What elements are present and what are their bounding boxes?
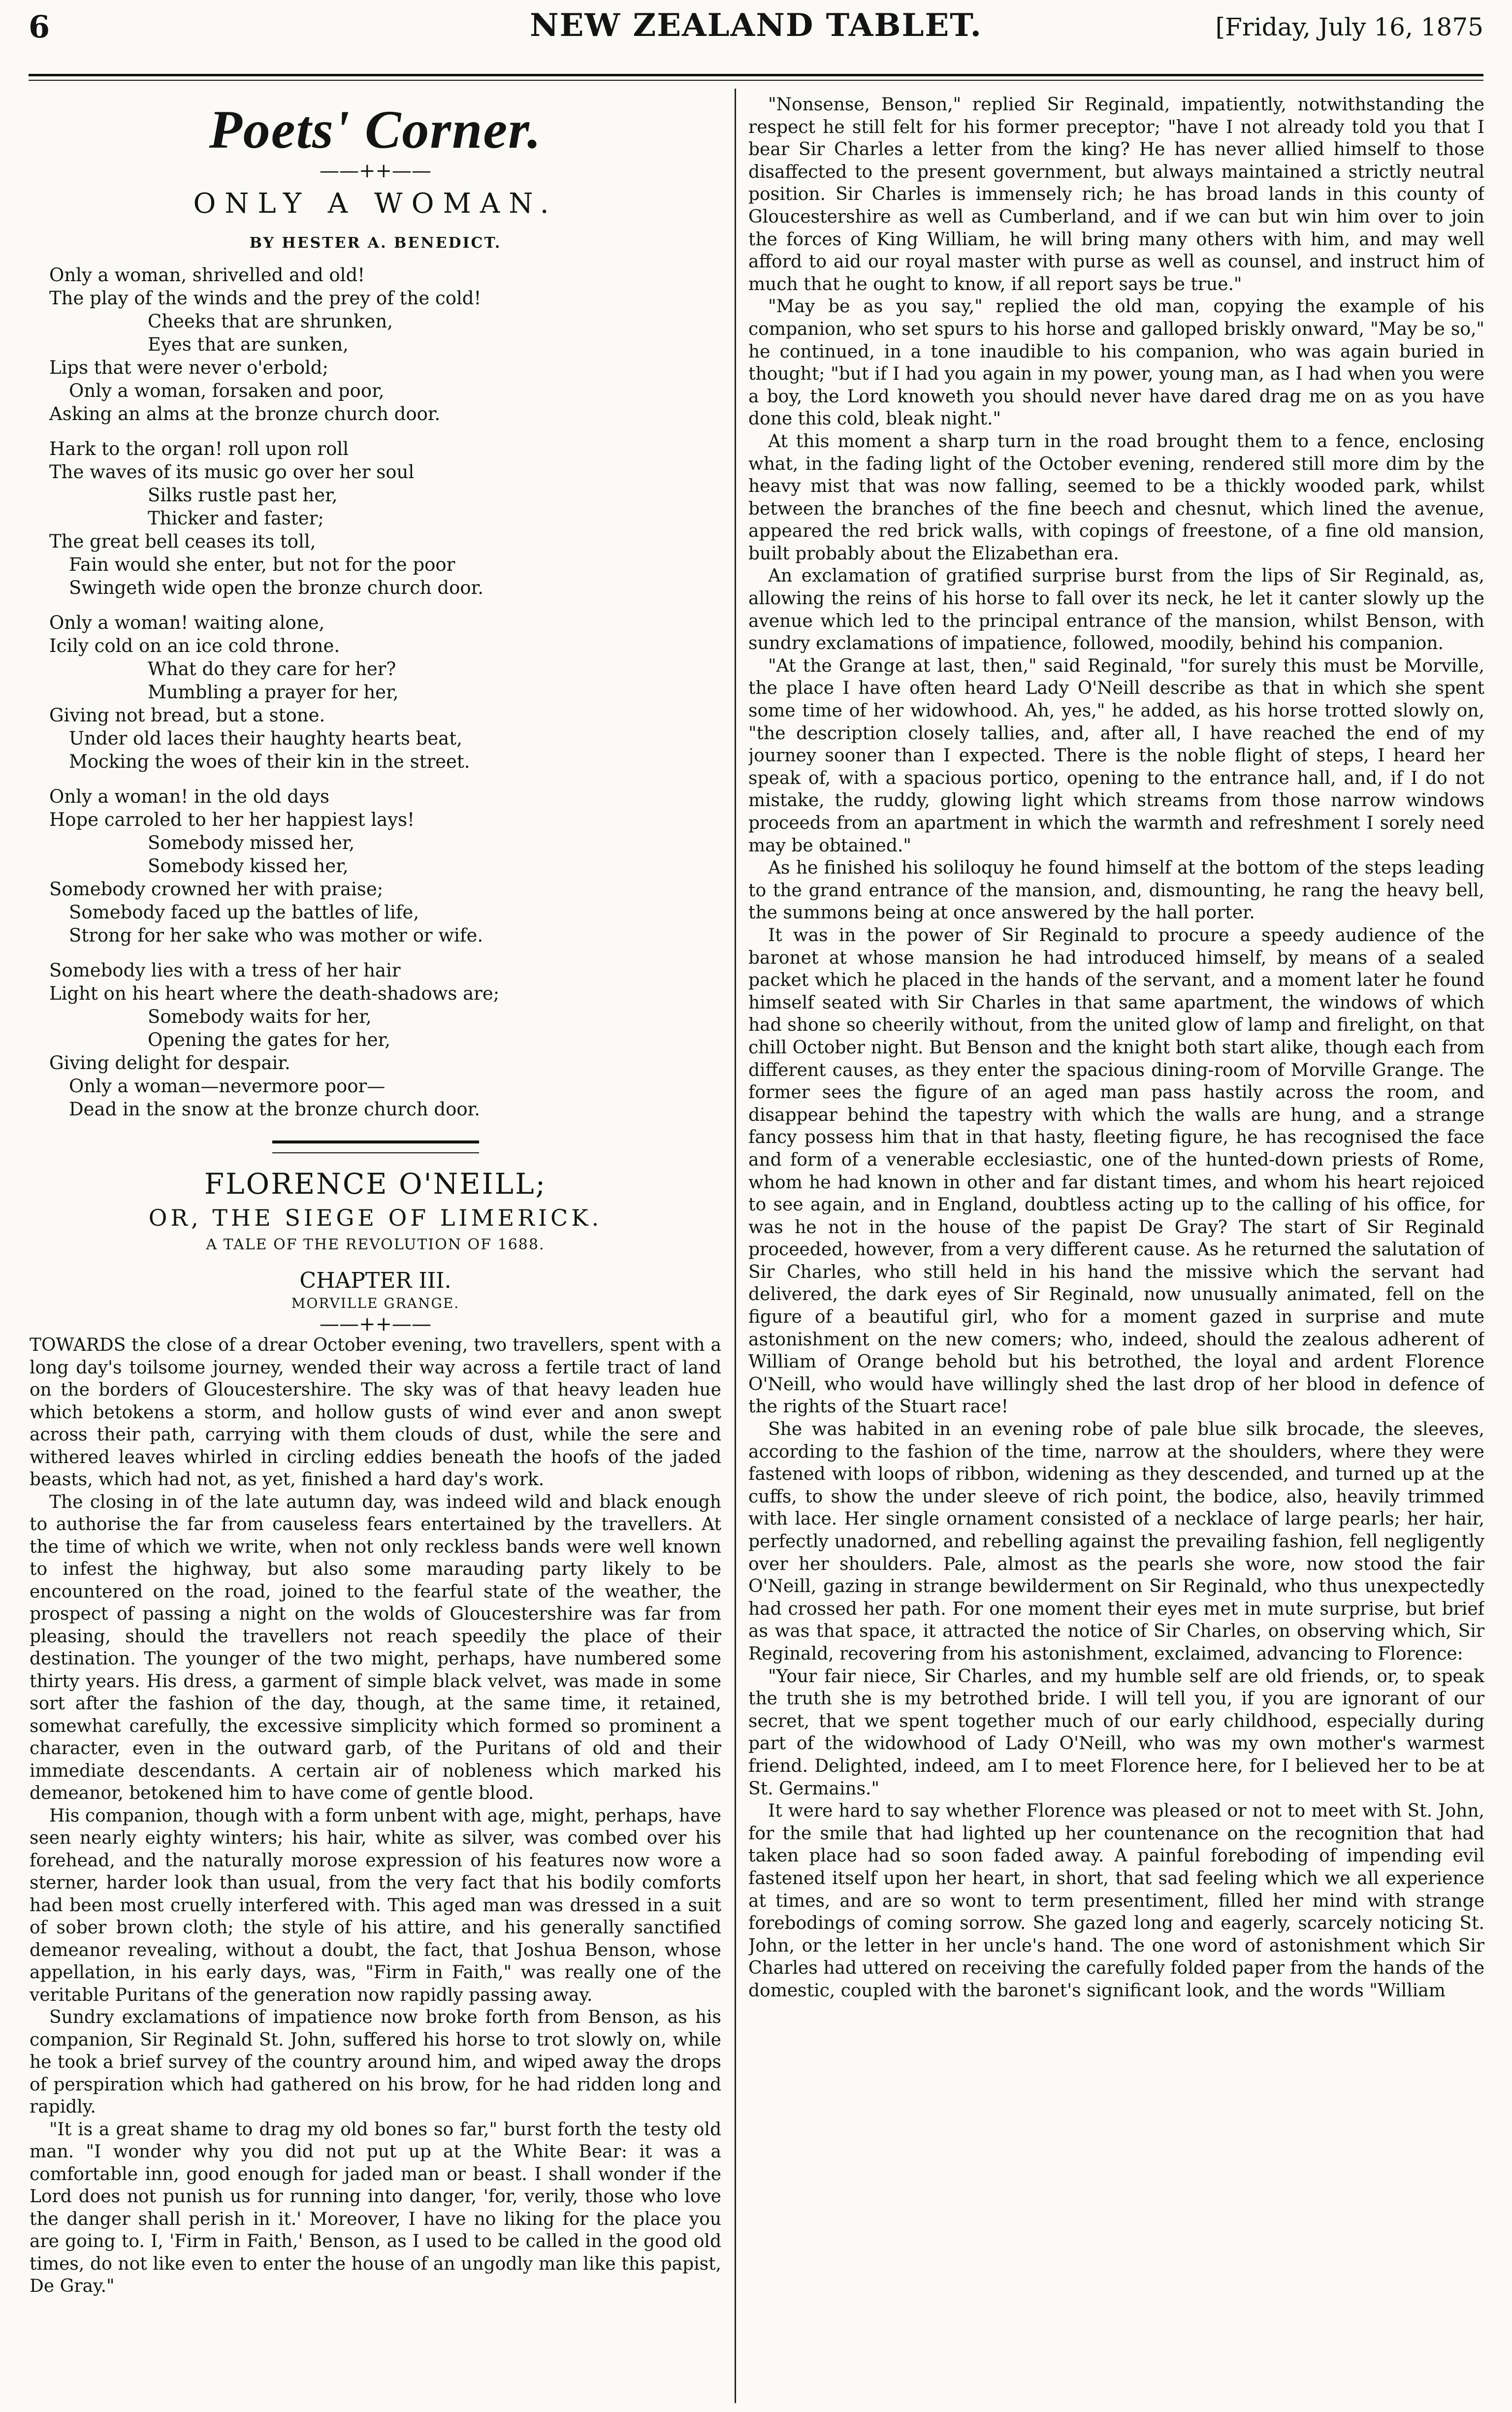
poem-title: ONLY A WOMAN. — [193, 188, 558, 220]
poem-line: Asking an alms at the bronze church door. — [49, 403, 441, 424]
paragraph: TOWARDS the close of a drear October evening, two travellers, spent with a long day's toilsome journey, wended their way across a fertile tract of land on the borders of Gloucestershire. The sky was of that heavy leaden hue which betokens a storm, and hollow gusts of wind ever and anon swept across their path, carrying with them clouds of dust, while the sere and withered leaves whirled in circling eddies beneath the hoofs of the jaded beasts, which had not, as yet, finished a hard day's work. — [30, 1335, 721, 1490]
page-number: 6 — [29, 9, 50, 45]
chapter-title: MORVILLE GRANGE. — [291, 1295, 460, 1311]
paragraph: An exclamation of gratified surprise burst from the lips of Sir Reginald, as, allowing the reins of his horse to fall over its neck, he let it canter slowly up the avenue which led to the principal entrance of the mansion, whilst Benson, with sundry exclamations of impatience, followed, moodily, behind his companion. — [748, 566, 1484, 654]
poem-line: What do they care for her? — [148, 658, 396, 680]
poem-stanza — [49, 611, 721, 773]
poem-line: Dead in the snow at the bronze church door. — [69, 1099, 481, 1120]
poem-line: Only a woman, shrivelled and old! — [49, 264, 365, 286]
paragraph: At this moment a sharp turn in the road brought them to a fence, enclosing what, in the fading light of the October evening, rendered still more dim by the heavy mist that was now falling, seemed to be a thickly wooded park, whilst between the branches of the fine beech and chesnut, which lined the avenue, appeared the red brick walls, with copings of freestone, of a fine old mansion, built probably about the Elizabethan era. — [748, 431, 1484, 564]
paragraph: His companion, though with a form unbent with age, might, perhaps, have seen nearly eighty winters; his hair, white as silver, was combed over his forehead, and the naturally morose expression of his features now wore a sterner, harder look than usual, from the very fact that his bodily comforts had been most cruelly interfered with. This aged man was dressed in a suit of sober brown cloth; the style of his attire, and his generally sanctified demeanor revealing, without a doubt, the fact, that Joshua Benson, whose appellation, in his early days, was, "Firm in Faith," was really one of the veritable Puritans of the generation now rapidly passing away. — [30, 1805, 721, 2005]
paragraph: "It is a great shame to drag my old bones so far," burst forth the testy old man. "I wonder why you did not put up at the White Bear: it was a comfortable inn, good enough for jaded man or beast. I shall wonder if the Lord does not punish us for running into danger, 'for, verily, those who love the danger shall perish in it.' Moreover, I have no liking for the place you are going to. I, 'Firm in Faith,' Benson, as I used to be called in the good old times, do not like even to enter the house of an ungodly man like this papist, De Gray." — [30, 2119, 721, 2296]
paragraph: The closing in of the late autumn day, was indeed wild and black enough to authorise the far from causeless fears entertained by the travellers. At the time of which we write, when not only reckless bands were well known to infest the highway, but also some marauding party likely to be encountered on the road, joined to the fearful state of the weather, the prospect of passing a night on the wolds of Gloucestershire was far from pleasing, should the travellers not reach speedily the place of their destination. The younger of the two might, perhaps, have numbered some thirty years. His dress, a garment of simple black velvet, was made in some sort after the fashion of the day, though, at the same time, it retained, somewhat carefully, the excessive simplicity which formed so prominent a character, even in the outward garb, of the Puritans of old and their immediate descendants. A certain air of nobleness which marked his demeanor, betokened him to have come of gentle blood. — [30, 1492, 721, 1803]
paragraph: "May be as you say," replied the old man, copying the example of his companion, who set spurs to his horse and galloped briskly onward, "May be so," he continued, in a tone inaudible to his companion, who was again buried in thought; "but if I had you again in my power, young man, as I had when you were a boy, the Lord knoweth you should never have dared drag me on as you have done this cold, bleak night." — [748, 296, 1484, 429]
poem — [49, 263, 721, 1121]
poem-line: Cheeks that are shrunken, — [148, 311, 393, 332]
masthead — [29, 0, 1483, 79]
poem-line: Somebody kissed her, — [148, 855, 349, 877]
poem-line: Mocking the woes of their kin in the street. — [69, 751, 470, 772]
poem-line: Eyes that are sunken, — [148, 334, 349, 355]
right-column — [748, 94, 1484, 2408]
chapter-ornament: ——++—— — [319, 1313, 432, 1336]
paragraph: It was in the power of Sir Reginald to procure a speedy audience of the baronet at whose mansion he had introduced himself, by means of a sealed packet which he placed in the hands of the servant, and a moment later he found himself seated with Sir Charles in that same apartment, the windows of which had shone so cheerily without, from the united glow of lamp and firelight, on that chill October night. But Benson and the knight both start alike, though each from different causes, as they enter the spacious dining-room of Morville Grange. The former sees the figure of an aged man pass hastily across the room, and disappear behind the tapestry with which the walls are hung, and a strange fancy possess him that in that hasty, fleeting figure, he has recognised the face and form of a venerable ecclesiastic, one of the hunted-down priests of Rome, whom he had known in other and far distant times, and whom his heart rejoiced to see again, and in England, doubtless acting up to the calling of his office, for was he not in the house of the papist De Gray? The start of Sir Reginald proceeded, however, from a very different cause. As he returned the salutation of Sir Charles, who still held in his hand the missive which the servant had delivered, the dark eyes of Sir Reginald, now unusually animated, fell on the figure of a beautiful girl, who for a moment gazed in surprise and mute astonishment on the new comers; who, indeed, should the zealous adherent of William of Orange behold but his betrothed, the loyal and ardent Florence O'Neill, who would have willingly shed the last drop of her blood in defence of the rights of the Stuart race! — [748, 925, 1484, 1417]
poem-line: The waves of its music go over her soul — [49, 461, 415, 483]
paragraph: As he finished his soliloquy he found himself at the bottom of the steps leading to the grand entrance of the mansion, and, dismounting, he rang the heavy bell, the summons being at once answered by the hall porter. — [748, 858, 1484, 923]
poem-byline: BY HESTER A. BENEDICT. — [249, 234, 502, 252]
paragraph: "At the Grange at last, then," said Reginald, "for surely this must be Morville, the place I have often heard Lady O'Neill describe as that in which she spent some time of her widowhood. Ah, yes," he added, as his horse trotted slowly on, "the description closely tallies, and, after all, I have reached the end of my journey sooner than I expected. There is the noble flight of steps, I heard her speak of, with a spacious portico, opening to the entrance hall, and, if I do not mistake, the ruddy, glowing light which streams from those narrow windows proceeds from an apartment in which the warmth and refreshment I sorely need may be obtained." — [748, 655, 1484, 856]
poem-line: Giving not bread, but a stone. — [49, 705, 325, 726]
poem-stanza — [49, 785, 721, 947]
poem-line: Under old laces their haughty hearts beat, — [69, 728, 462, 749]
paragraph: "Nonsense, Benson," replied Sir Reginald, impatiently, notwithstanding the respect he still felt for his former preceptor; "have I not already told you that I bear Sir Charles a letter from the king? He has never allied himself to those disaffected to the present government, but always maintained a strictly neutral position. Sir Charles is immensely rich; he has broad lands in this county of Gloucestershire as well as Cumberland, and if we can but win him over to join the forces of King William, he will bring many others with him, and may well afford to aid our royal master with purse as well as counsel, and instruct him of much that he ought to know, if all report says be true." — [748, 95, 1484, 294]
poem-line: Hope carroled to her her happiest lays! — [49, 809, 415, 830]
poem-line: Only a woman—nevermore poor— — [69, 1076, 386, 1097]
poem-line: Icily cold on an ice cold throne. — [49, 635, 340, 656]
paragraph: It were hard to say whether Florence was pleased or not to meet with St. John, for the smile that had lighted up her countenance on the recognition that had taken place had so soon faded away. A painful foreboding of impending evil fastened itself upon her heart, in short, that sad feeling which we all experience at times, and are so wont to term presentiment, filled her mind with strange forebodings of coming sorrow. She gazed long and eagerly, scarcely noticing St. John, or the letter in her uncle's hand. The one word of astonishment which Sir Charles had uttered on receiving the carefully folded paper from the hands of the domestic, coupled with the baronet's significant look, and the words "William — [748, 1801, 1484, 2001]
poem-line: Lips that were never o'erbold; — [49, 357, 329, 378]
poem-line: Only a woman! in the old days — [49, 786, 330, 807]
poem-line: Opening the gates for her, — [148, 1029, 390, 1050]
poem-line: Giving delight for despair. — [49, 1052, 290, 1074]
tale-line: A TALE OF THE REVOLUTION OF 1688. — [206, 1236, 545, 1253]
column-divider — [735, 89, 736, 2403]
left-column — [30, 94, 721, 2408]
ornament-divider: ——++—— — [319, 160, 432, 182]
poem-line: Somebody waits for her, — [148, 1006, 372, 1027]
poem-stanza — [49, 959, 721, 1121]
header-rule — [29, 74, 1483, 76]
story-subtitle: OR, THE SIEGE OF LIMERICK. — [148, 1205, 603, 1231]
poem-line: The play of the winds and the prey of the cold! — [49, 288, 482, 309]
poem-line: Thicker and faster; — [148, 508, 324, 529]
poem-line: Light on his heart where the death-shadows are; — [49, 983, 500, 1004]
paragraph: She was habited in an evening robe of pale blue silk brocade, the sleeves, according to the fashion of the time, narrow at the shoulders, where they were fastened with loops of ribbon, widening as they descended, and turned up at the cuffs, to show the under sleeve of rich point, the bodice, also, heavily trimmed with lace. Her single ornament consisted of a necklace of large pearls; her hair, perfectly unadorned, and rebelling against the prevailing fashion, fell negligently over her shoulders. Pale, almost as the pearls she wore, now stood the fair O'Neill, gazing in strange bewilderment on Sir Reginald, who thus unexpectedly had crossed her path. For one moment their eyes met in mute surprise, but brief as was that space, it attracted the notice of Sir Charles, on observing which, Sir Reginald, recovering from his astonishment, exclaimed, advancing to Florence: — [748, 1419, 1484, 1664]
poem-line: Somebody faced up the battles of life, — [69, 902, 419, 923]
poem-line: Fain would she enter, but not for the poor — [69, 554, 455, 575]
poem-line: Somebody lies with a tress of her hair — [49, 960, 401, 981]
issue-date: [Friday, July 16, 1875 — [1215, 13, 1483, 41]
section-separator-thin — [272, 1152, 479, 1153]
poem-line: Swingeth wide open the bronze church door. — [69, 577, 484, 598]
poem-line: Hark to the organ! roll upon roll — [49, 438, 349, 459]
poem-line: Silks rustle past her, — [148, 485, 338, 506]
poem-line: The great bell ceases its toll, — [49, 531, 316, 552]
poem-line: Somebody missed her, — [148, 832, 355, 853]
story-title: FLORENCE O'NEILL; — [204, 1167, 547, 1201]
section-separator — [272, 1141, 479, 1143]
poem-stanza — [49, 263, 721, 425]
header-rule-thin — [29, 80, 1483, 81]
chapter-heading: CHAPTER III. — [299, 1268, 451, 1293]
poem-stanza — [49, 437, 721, 599]
poem-line: Only a woman, forsaken and poor, — [69, 380, 385, 401]
paragraph: "Your fair niece, Sir Charles, and my humble self are old friends, or, to speak the truth she is my betrothed bride. I will tell you, if you are ignorant of our secret, that we spent together much of our early childhood, especially during part of the widowhood of Lady O'Neill, who was my own mother's warmest friend. Delighted, indeed, am I to meet Florence here, for I believed her to be at St. Germains." — [748, 1666, 1484, 1799]
paper-title: NEW ZEALAND TABLET. — [530, 7, 982, 44]
poem-line: Mumbling a prayer for her, — [148, 682, 399, 703]
poem-line: Only a woman! waiting alone, — [49, 612, 325, 633]
section-title: Poets' Corner. — [209, 99, 542, 160]
paragraph: Sundry exclamations of impatience now broke forth from Benson, as his companion, Sir Reginald St. John, suffered his horse to trot slowly on, while he took a brief survey of the country around him, and wiped away the drops of perspiration which had gathered on his brow, for he had ridden long and rapidly. — [30, 2007, 721, 2117]
story-text-left — [30, 1334, 721, 2298]
poem-line: Somebody crowned her with praise; — [49, 879, 384, 900]
poem-line: Strong for her sake who was mother or wife. — [69, 925, 483, 946]
